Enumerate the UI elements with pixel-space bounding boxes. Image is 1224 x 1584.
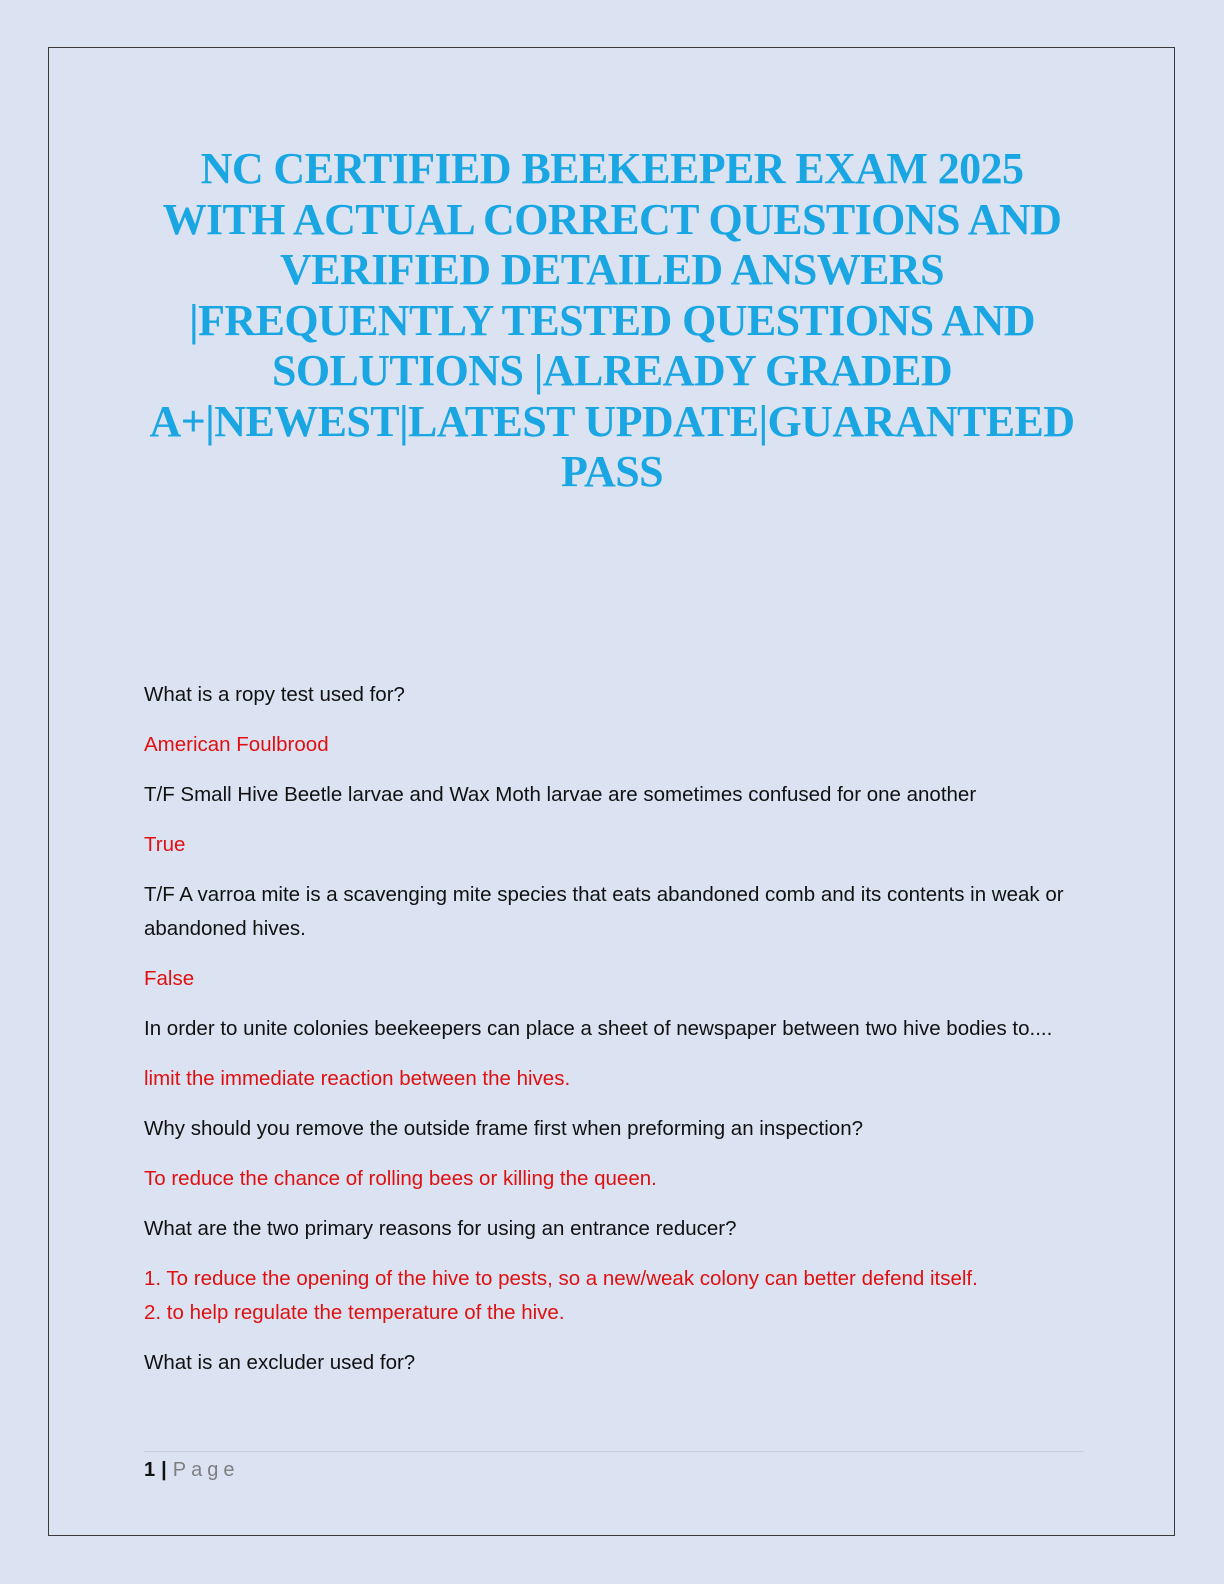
answer-2: True: [144, 833, 186, 856]
page-number: 1: [144, 1459, 156, 1481]
question-3: T/F A varroa mite is a scavenging mite species that eats abandoned comb and its contents in weak or abandoned hives.: [144, 883, 1064, 940]
answer-1: American Foulbrood: [144, 733, 329, 756]
page-footer: [144, 1456, 239, 1484]
answer-6-line-2: 2. to help regulate the temperature of the hive.: [144, 1301, 565, 1324]
answer-4: limit the immediate reaction between the hives.: [144, 1067, 571, 1090]
title-line: PASS: [561, 447, 663, 496]
document-title: [120, 144, 1104, 498]
question-7: What is an excluder used for?: [144, 1351, 416, 1374]
question-1: What is a ropy test used for?: [144, 683, 405, 706]
title-line: SOLUTIONS |ALREADY GRADED: [271, 346, 953, 395]
footer-separator: |: [161, 1459, 167, 1481]
answer-5: To reduce the chance of rolling bees or killing the queen.: [144, 1167, 657, 1190]
answer-6-line-1: 1. To reduce the opening of the hive to pests, so a new/weak colony can better defend itself.: [144, 1267, 978, 1290]
answer-6: [144, 1262, 1084, 1330]
qa-list: [144, 678, 1084, 1396]
title-line: VERIFIED DETAILED ANSWERS: [280, 245, 944, 294]
question-2: T/F Small Hive Beetle larvae and Wax Moth larvae are sometimes confused for one another: [144, 783, 977, 806]
title-line: NC CERTIFIED BEEKEEPER EXAM 2025: [200, 144, 1024, 193]
title-line: |FREQUENTLY TESTED QUESTIONS AND: [189, 295, 1035, 345]
title-line: WITH ACTUAL CORRECT QUESTIONS AND: [162, 194, 1062, 244]
question-4: In order to unite colonies beekeepers can place a sheet of newspaper between two hive bodies to....: [144, 1017, 1053, 1040]
question-6: What are the two primary reasons for using an entrance reducer?: [144, 1217, 737, 1240]
answer-3: False: [144, 967, 195, 990]
page-label: Page: [172, 1459, 240, 1481]
footer-divider: [144, 1451, 1084, 1452]
question-5: Why should you remove the outside frame first when preforming an inspection?: [144, 1117, 864, 1140]
title-line: A+|NEWEST|LATEST UPDATE|GUARANTEED: [149, 396, 1075, 446]
